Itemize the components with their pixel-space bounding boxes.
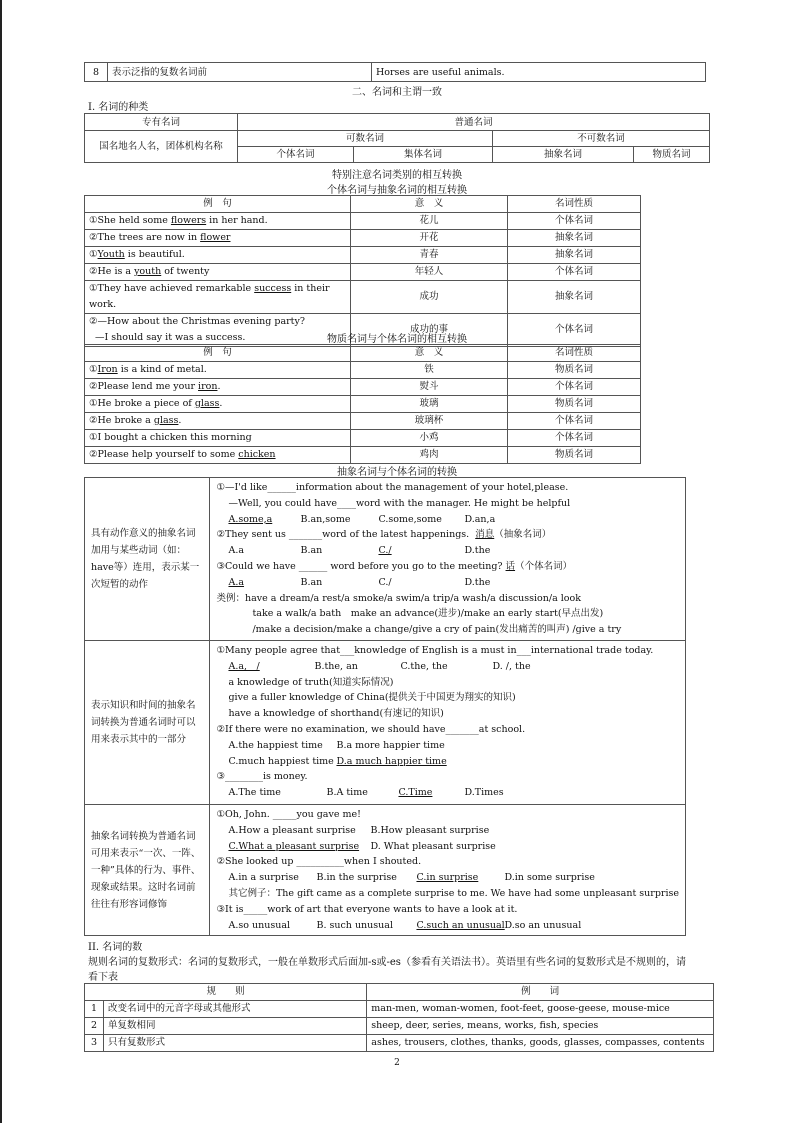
table-row: ②Please lend me your iron. 熨斗 个体名词 <box>85 379 641 396</box>
table2-title: 物质名词与个体名词的相互转换 <box>327 334 467 345</box>
example-cell: Horses are useful animals. <box>372 63 706 82</box>
row-num: 8 <box>85 63 108 82</box>
table-row: 3 只有复数形式 ashes, trousers, clothes, thanks, goods, glasses, compasses, contents <box>85 1035 714 1052</box>
table-row: ①I bought a chicken this morning 小鸡 个体名词 <box>85 430 641 447</box>
meaning-header: 意 义 <box>351 196 508 213</box>
type-header: 名词性质 <box>508 196 641 213</box>
collective-noun: 集体名词 <box>354 147 493 163</box>
rule-desc-1: 具有动作意义的抽象名词加用与某些动词（如：have等）连用，表示某一次短暂的动作 <box>85 478 210 641</box>
example-header: 例 词 <box>367 984 714 1001</box>
proper-noun-desc: 国名地名人名，团体机构名称 <box>85 131 238 163</box>
section-2-para-cont: 看下表 <box>88 972 118 983</box>
table-row: ②The trees are now in flower 开花 抽象名词 <box>85 230 641 247</box>
uncountable-header: 不可数名词 <box>493 131 710 147</box>
table1-title: 个体名词与抽象名词的相互转换 <box>327 185 467 196</box>
proper-noun-header: 专有名词 <box>85 114 238 131</box>
table-row: ②He is a youth of twenty 年轻人 个体名词 <box>85 264 641 281</box>
table-row: ①He broke a piece of glass. 玻璃 物质名词 <box>85 396 641 413</box>
section-1-title: I. 名词的种类 <box>88 102 149 113</box>
countable-header: 可数名词 <box>238 131 493 147</box>
table-row: ①Iron is a kind of metal. 铁 物质名词 <box>85 362 641 379</box>
material-noun: 物质名词 <box>634 147 710 163</box>
table3-title: 抽象名词与个体名词的转换 <box>337 467 457 478</box>
table-row: 2 单复数相同 sheep, deer, series, means, works, fish, species <box>85 1018 714 1035</box>
example-header: 例 句 <box>85 196 351 213</box>
noun-kinds-table <box>84 113 710 163</box>
rule-cell: 表示泛指的复数名词前 <box>108 63 372 82</box>
table-row: ②—How about the Christmas evening party? —I should say it was a success. 成功的事 个体名词 <box>85 314 641 347</box>
rule-header: 规 则 <box>85 984 367 1001</box>
irregular-plural-table <box>84 983 714 1052</box>
table-row: 1 改变名词中的元音字母或其他形式 man-men, woman-women, foot-feet, goose-geese, mouse-mice <box>85 1001 714 1018</box>
material-individual-table <box>84 344 641 464</box>
individual-abstract-table <box>84 195 641 347</box>
conversion-note: 特别注意名词类别的相互转换 <box>332 170 462 181</box>
agreement-heading: 二、名词和主谓一致 <box>352 87 442 98</box>
example-header: 例 句 <box>85 345 351 362</box>
rule-desc-3: 抽象名词转换为普通名词可用来表示“一次、一阵、一种”具体的行为、事件、现象或结果。这时名词前往往有形容词修饰 <box>85 805 210 936</box>
common-noun-header: 普通名词 <box>238 114 710 131</box>
rule-desc-2: 表示知识和时间的抽象名词转换为普通名词时可以用来表示其中的一部分 <box>85 641 210 805</box>
table-row: ②Please help yourself to some chicken 鸡肉 物质名词 <box>85 447 641 464</box>
meaning-header: 意 义 <box>351 345 508 362</box>
table-row: ①She held some flowers in her hand. 花儿 个体名词 <box>85 213 641 230</box>
abstract-individual-table: 具有动作意义的抽象名词加用与某些动词（如：have等）连用，表示某一次短暂的动作 ①—I'd like______information about the management of your hotel,please. —Well, you could have____word with the manager. He might be helpful A.some,a B.an,some C.some,some D.an,a ②They sent us _______word of the latest happenings. 消息（抽象名词） A.a B.an C./ D.the ③Could we have ______ word before you go to the meeting? 话（个体名词） A.a B.an C./ D.the 类例：have a dream/a rest/a smoke/a swim/a trip/a wash/a discussion/a look take a walk/a bath make an advance(进步)/make an early start(早点出发) /make a decision/make a change/give a cry of pain(发出痛苦的叫声) /give a try 表示知识和时间的抽象名词转换为普通名词时可以用来表示其中的一部分 ①Many people agree that___knowledge of English is a must in___international trade today. A.a, / B.the, an C.the, the D. /, the a knowledge of truth(知道实际情况) give a fuller knowledge of China(提供关于中国更为翔实的知识) have a knowledge of shorthand(有速记的知识) ②If there were no examination, we should have_______at school. A.the happiest time B.a more happier time C.much happiest time D.a much happier time ③________is money. A.The time B.A time C.Time D.Times 抽象名词转换为普通名词可用来表示“一次、一阵、一种”具体的行为、事件、现象或结果。这时名词前往往有形容词修饰 ①Oh, John. _____you gave me! A.How a pleasant surprise B.How pleasant surprise C.What a pleasant surprise D. What pleasant surprise ②She looked up __________when I shouted. A.in a surprise B.in the surprise C.in surprise D.in some surprise 其它例子：The gift came as a complete surprise to me. We have had some unpleasant surprise ③It is_____work of art that everyone wants to have a look at it. A.so unusual B. such unusual C.such an unusualD.so an unusual <box>84 477 686 936</box>
individual-noun: 个体名词 <box>238 147 354 163</box>
table-row: ②He broke a glass. 玻璃杯 个体名词 <box>85 413 641 430</box>
abstract-noun: 抽象名词 <box>493 147 634 163</box>
page-number: 2 <box>394 1058 400 1068</box>
type-header: 名词性质 <box>508 345 641 362</box>
top-row-table <box>84 62 706 82</box>
table-row: ①They have achieved remarkable success in their work. 成功 抽象名词 <box>85 281 641 314</box>
section-2-title: II. 名词的数 <box>88 942 143 953</box>
table-row: ①Youth is beautiful. 青春 抽象名词 <box>85 247 641 264</box>
section-2-para: 规则名词的复数形式：名词的复数形式，一般在单数形式后面加-s或-es（参看有关语法书）。英语里有些名词的复数形式是不规则的，请 <box>88 957 686 968</box>
